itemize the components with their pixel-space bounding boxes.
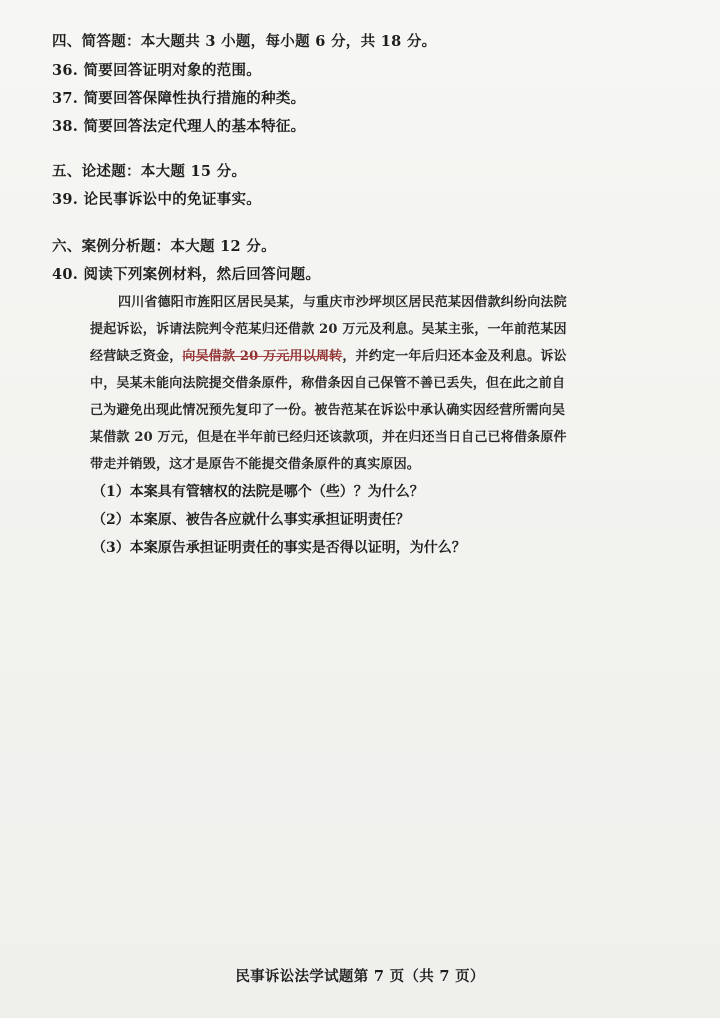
case-line-2: 提起诉讼，诉请法院判令范某归还借款 20 万元及利息。吴某主张，一年前范某因: [90, 322, 567, 337]
case-line-1: 四川省德阳市旌阳区居民吴某，与重庆市沙坪坝区居民范某因借款纠纷向法院: [118, 295, 567, 310]
case-line-3: [90, 345, 567, 364]
case-line-5: 己为避免出现此情况预先复印了一份。被告范某在诉讼中承认确实因经营所需向吴: [90, 403, 566, 418]
question-38: 38. 简要回答法定代理人的基本特征。: [52, 118, 306, 135]
case-line-7: 带走并销毁，这才是原告不能提交借条原件的真实原因。: [90, 457, 421, 472]
case-line-4: 中，吴某未能向法院提交借条原件，称借条因自己保管不善已丢失，但在此之前自: [90, 376, 566, 391]
sub-question-1: （1）本案具有管辖权的法院是哪个（些）？为什么？: [92, 484, 424, 500]
case-line-3a: 经营缺乏资金，: [90, 349, 183, 364]
section-5-title: 五、论述题：本大题 15 分。: [52, 163, 247, 180]
question-40: 40. 阅读下列案例材料，然后回答问题。: [52, 266, 321, 283]
section-6-title: 六、案例分析题：本大题 12 分。: [52, 238, 276, 255]
page-footer: 民事诉讼法学试题第 7 页（共 7 页）: [235, 968, 485, 985]
question-39: 39. 论民事诉讼中的免证事实。: [52, 191, 262, 208]
question-37: 37. 简要回答保障性执行措施的种类。: [52, 90, 306, 107]
case-line-6: 某借款 20 万元，但是在半年前已经归还该款项，并在归还当日自己已将借条原件: [90, 430, 567, 445]
case-line-3c: ，并约定一年后归还本金及利息。诉讼: [342, 349, 567, 364]
section-4-title: 四、简答题：本大题共 3 小题，每小题 6 分，共 18 分。: [52, 33, 437, 50]
question-36: 36. 简要回答证明对象的范围。: [52, 62, 262, 79]
case-line-3-struck: 向吴借款 20 万元用以周转: [182, 349, 343, 364]
sub-question-2: （2）本案原、被告各应就什么事实承担证明责任？: [92, 512, 410, 528]
sub-question-3: （3）本案原告承担证明责任的事实是否得以证明，为什么？: [92, 540, 466, 556]
